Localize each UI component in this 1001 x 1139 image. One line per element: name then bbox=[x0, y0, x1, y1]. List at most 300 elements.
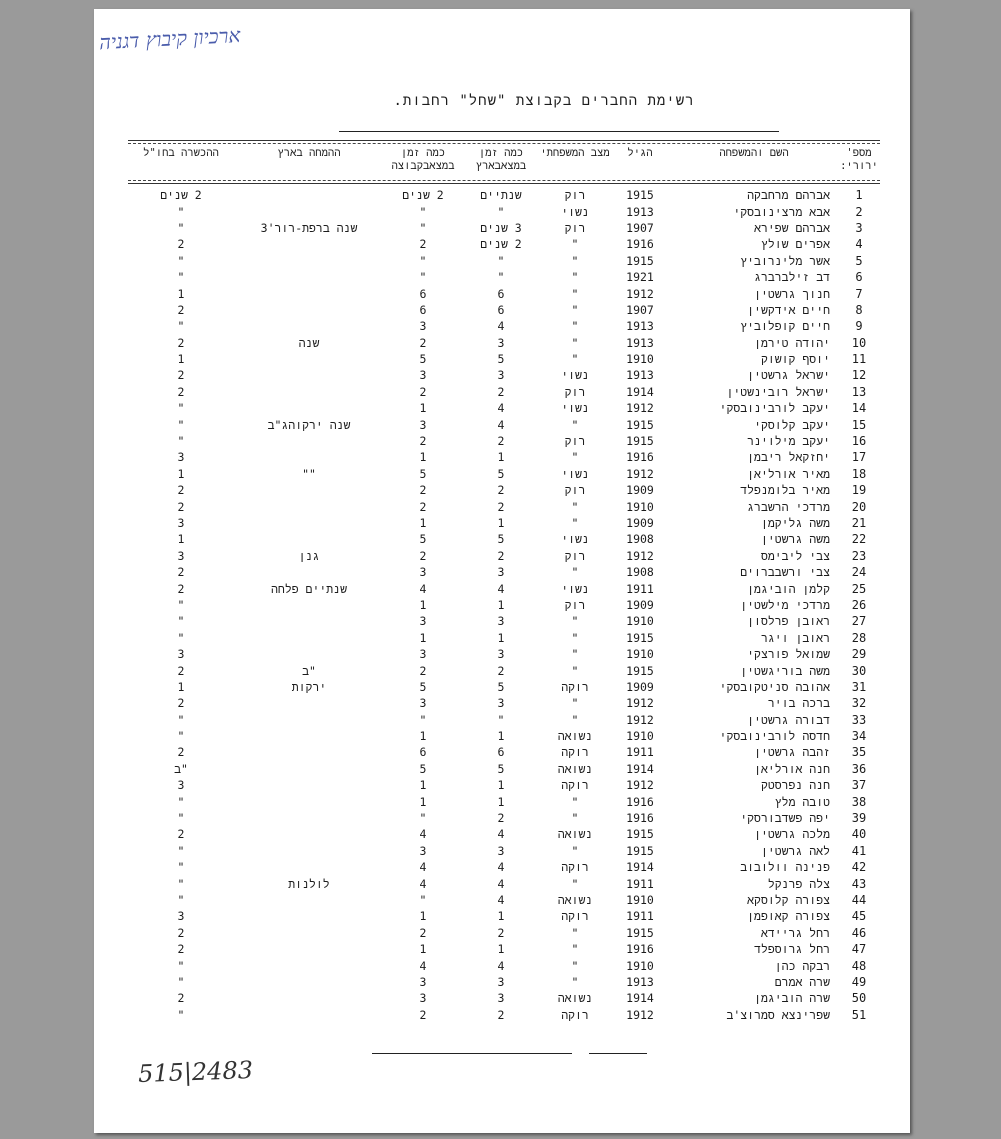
cell-year: 1914 bbox=[626, 384, 654, 399]
cell-num: 50 bbox=[851, 991, 867, 1006]
cell-num: 43 bbox=[851, 876, 867, 891]
cell-prev: " bbox=[177, 253, 185, 268]
cell-year: 1915 bbox=[626, 843, 654, 858]
cell-num: 31 bbox=[851, 679, 867, 694]
cell-prev: 2 bbox=[177, 827, 185, 842]
cell-num: 15 bbox=[851, 417, 867, 432]
cell-in-land: 5 bbox=[497, 466, 505, 481]
cell-status: " bbox=[571, 614, 579, 629]
table-row bbox=[128, 990, 880, 1006]
cell-in-land: 4 bbox=[497, 827, 505, 842]
cell-year: 1913 bbox=[626, 335, 654, 350]
cell-in-land: 3 bbox=[497, 335, 505, 350]
cell-in-group: 1 bbox=[419, 630, 427, 645]
table-row bbox=[128, 941, 880, 957]
cell-prev: 2 bbox=[177, 499, 185, 514]
cell-training bbox=[234, 793, 384, 809]
cell-in-group: 5 bbox=[419, 466, 427, 481]
cell-num: 7 bbox=[855, 286, 863, 301]
cell-training: שנה ברפת-רור'3 bbox=[260, 220, 358, 235]
cell-num: 49 bbox=[851, 974, 867, 989]
cell-status: " bbox=[571, 876, 579, 891]
cell-in-group: 1 bbox=[419, 516, 427, 530]
cell-in-land: 4 bbox=[497, 319, 505, 334]
cell-in-group: 3 bbox=[419, 991, 427, 1006]
cell-status: נשוי bbox=[561, 401, 589, 416]
cell-training bbox=[234, 826, 384, 842]
cell-status: רוקה bbox=[561, 679, 589, 694]
cell-status: " bbox=[571, 958, 579, 973]
cell-name: מרדכי מילשטין bbox=[740, 597, 830, 612]
cell-prev: 3 bbox=[177, 647, 185, 662]
cell-in-land: 5 bbox=[497, 761, 505, 776]
cell-in-land: 1 bbox=[497, 794, 505, 809]
cell-name: לאה גרשטין bbox=[760, 843, 830, 858]
cell-in-land: 5 bbox=[497, 679, 505, 694]
cell-name: יעקב מילוינר bbox=[747, 434, 830, 449]
cell-training bbox=[234, 908, 384, 924]
cell-prev: " bbox=[177, 401, 185, 416]
table-row bbox=[128, 957, 880, 973]
title-underline bbox=[339, 131, 779, 132]
cell-in-group: 2 bbox=[419, 548, 427, 563]
cell-num: 21 bbox=[851, 516, 867, 530]
cell-in-land: " bbox=[497, 270, 505, 285]
table-row bbox=[128, 187, 880, 203]
cell-prev: " bbox=[177, 630, 185, 645]
cell-in-group: 2 bbox=[419, 384, 427, 399]
cell-in-group: " bbox=[419, 253, 427, 268]
table-row bbox=[128, 335, 880, 351]
cell-status: " bbox=[571, 925, 579, 940]
cell-num: 22 bbox=[851, 532, 867, 547]
cell-training bbox=[234, 269, 384, 285]
cell-num: 27 bbox=[851, 614, 867, 629]
cell-prev: 1 bbox=[177, 679, 185, 694]
cell-num: 13 bbox=[851, 384, 867, 399]
cell-prev: " bbox=[177, 860, 185, 875]
cell-name: צפורה קלוסקא bbox=[747, 892, 830, 907]
cell-in-group: 3 bbox=[419, 647, 427, 662]
cell-status: " bbox=[571, 237, 579, 252]
cell-in-group: 5 bbox=[419, 679, 427, 694]
cell-in-group: 3 bbox=[419, 843, 427, 858]
table-header bbox=[128, 145, 880, 179]
cell-training: שנה bbox=[298, 335, 320, 350]
cell-num: 23 bbox=[851, 548, 867, 563]
cell-in-land: " bbox=[497, 204, 505, 219]
document-title: רשימת החברים בקבוצת "שחל" רחבות. bbox=[393, 93, 695, 109]
cell-status: " bbox=[571, 630, 579, 645]
members-table bbox=[128, 187, 880, 1023]
cell-name: חנוך גרשטין bbox=[754, 286, 830, 301]
cell-in-land: 3 bbox=[497, 565, 505, 580]
cell-in-land: 1 bbox=[497, 450, 505, 465]
cell-status: " bbox=[571, 450, 579, 465]
cell-in-group: 1 bbox=[419, 729, 427, 744]
cell-name: חנה אורליאן bbox=[754, 761, 830, 776]
cell-prev: 3 bbox=[177, 778, 185, 793]
table-row bbox=[128, 269, 880, 285]
cell-prev: " bbox=[177, 204, 185, 219]
cell-in-land: 1 bbox=[497, 597, 505, 612]
cell-prev: 2 bbox=[177, 483, 185, 498]
cell-name: יהודה טירמן bbox=[754, 335, 830, 350]
cell-name: ישראל רובינשטין bbox=[726, 384, 830, 399]
cell-prev: 2 bbox=[177, 745, 185, 760]
table-row bbox=[128, 433, 880, 449]
cell-num: 26 bbox=[851, 597, 867, 612]
cell-name: שרה הוביגמן bbox=[754, 991, 830, 1006]
cell-year: 1915 bbox=[626, 434, 654, 449]
header-year: הגיל bbox=[627, 147, 653, 159]
cell-status: " bbox=[571, 663, 579, 678]
cell-year: 1916 bbox=[626, 942, 654, 957]
cell-prev: 2 bbox=[177, 696, 185, 711]
table-row bbox=[128, 597, 880, 613]
table-row bbox=[128, 498, 880, 514]
cell-prev: 2 bbox=[177, 663, 185, 678]
cell-year: 1910 bbox=[626, 614, 654, 629]
cell-in-land: 4 bbox=[497, 958, 505, 973]
cell-status: רוקה bbox=[561, 778, 589, 793]
handwritten-archive-number: 515|2483 bbox=[137, 1056, 254, 1088]
members-table-body bbox=[128, 187, 880, 1023]
cell-in-land: 2 bbox=[497, 548, 505, 563]
cell-name: מאיר אורליאן bbox=[747, 466, 830, 481]
cell-status: נשואה bbox=[557, 991, 593, 1006]
cell-in-group: 3 bbox=[419, 319, 427, 334]
cell-year: 1915 bbox=[626, 663, 654, 678]
cell-in-land: 4 bbox=[497, 581, 505, 596]
table-row bbox=[128, 580, 880, 596]
cell-training bbox=[234, 285, 384, 301]
cell-num: 51 bbox=[851, 1007, 867, 1022]
cell-name: דבורה גרשטין bbox=[747, 712, 830, 727]
cell-in-group: 2 bbox=[419, 483, 427, 498]
cell-name: שפרינצא סמרוצ'ב bbox=[726, 1007, 830, 1022]
cell-name: פנינה וולובוב bbox=[740, 860, 830, 875]
cell-in-land: 1 bbox=[497, 778, 505, 793]
cell-prev: 3 bbox=[177, 450, 185, 465]
cell-year: 1910 bbox=[626, 352, 654, 367]
document-page bbox=[94, 9, 910, 1133]
header-bottom-rule bbox=[128, 183, 880, 184]
table-row bbox=[128, 318, 880, 334]
cell-training bbox=[234, 449, 384, 465]
table-row bbox=[128, 974, 880, 990]
table-row bbox=[128, 744, 880, 760]
cell-in-land: 1 bbox=[497, 942, 505, 957]
cell-in-group: 5 bbox=[419, 352, 427, 367]
header-training: ההמחה בארץ bbox=[277, 147, 341, 159]
cell-in-land: 5 bbox=[497, 532, 505, 547]
cell-training bbox=[234, 515, 384, 531]
cell-name: חיים קופלוביץ bbox=[740, 319, 830, 334]
table-row bbox=[128, 548, 880, 564]
cell-training: ירקות bbox=[291, 679, 327, 694]
cell-training bbox=[234, 957, 384, 973]
cell-year: 1915 bbox=[626, 827, 654, 842]
cell-in-land: 1 bbox=[497, 516, 505, 530]
cell-name: חיים אידקשין bbox=[747, 302, 830, 317]
cell-year: 1915 bbox=[626, 417, 654, 432]
cell-year: 1909 bbox=[626, 483, 654, 498]
cell-status: נשואה bbox=[557, 729, 593, 744]
cell-prev: " bbox=[177, 843, 185, 858]
cell-year: 1911 bbox=[626, 876, 654, 891]
header-in-land: כמה זמן במצאבארץ bbox=[475, 147, 527, 172]
cell-prev: 2 bbox=[177, 335, 185, 350]
cell-prev: " bbox=[177, 220, 185, 235]
cell-training bbox=[234, 925, 384, 941]
cell-prev: 2 bbox=[177, 991, 185, 1006]
cell-in-group: 2 bbox=[419, 434, 427, 449]
cell-status: " bbox=[571, 565, 579, 580]
table-row bbox=[128, 285, 880, 301]
cell-prev: 2 bbox=[177, 237, 185, 252]
cell-training: שנתיים פלחה bbox=[271, 581, 347, 596]
cell-num: 34 bbox=[851, 729, 867, 744]
cell-name: טובה מלץ bbox=[774, 794, 830, 809]
cell-in-group: 1 bbox=[419, 597, 427, 612]
cell-training bbox=[234, 597, 384, 613]
cell-in-group: 5 bbox=[419, 532, 427, 547]
cell-name: משה גרשטין bbox=[760, 532, 830, 547]
cell-training bbox=[234, 712, 384, 728]
cell-status: " bbox=[571, 942, 579, 957]
cell-in-group: 5 bbox=[419, 761, 427, 776]
table-row bbox=[128, 564, 880, 580]
header-top-rule bbox=[128, 140, 880, 141]
cell-prev: " bbox=[177, 729, 185, 744]
cell-in-land: 1 bbox=[497, 630, 505, 645]
cell-num: 48 bbox=[851, 958, 867, 973]
cell-year: 1912 bbox=[626, 548, 654, 563]
cell-status: נשואה bbox=[557, 761, 593, 776]
cell-in-land: 4 bbox=[497, 892, 505, 907]
cell-training bbox=[234, 974, 384, 990]
table-row bbox=[128, 236, 880, 252]
cell-in-group: 2 bbox=[419, 499, 427, 514]
cell-in-land: 1 bbox=[497, 729, 505, 744]
cell-status: " bbox=[571, 352, 579, 367]
cell-name: יפה פשדבורסקי bbox=[740, 811, 830, 826]
cell-year: 1911 bbox=[626, 745, 654, 760]
cell-training: לולנות bbox=[288, 876, 330, 891]
cell-prev: " bbox=[177, 712, 185, 727]
cell-year: 1912 bbox=[626, 696, 654, 711]
cell-status: " bbox=[571, 712, 579, 727]
cell-in-land: 2 bbox=[497, 925, 505, 940]
cell-in-group: " bbox=[419, 270, 427, 285]
cell-prev: " bbox=[177, 319, 185, 334]
cell-training: גנן bbox=[298, 548, 320, 563]
table-row bbox=[128, 925, 880, 941]
cell-in-group: 1 bbox=[419, 942, 427, 957]
cell-year: 1910 bbox=[626, 958, 654, 973]
cell-training bbox=[234, 990, 384, 1006]
cell-training bbox=[234, 236, 384, 252]
cell-year: 1914 bbox=[626, 761, 654, 776]
cell-num: 29 bbox=[851, 647, 867, 662]
cell-in-group: 6 bbox=[419, 302, 427, 317]
cell-in-land: 6 bbox=[497, 302, 505, 317]
cell-prev: 3 bbox=[177, 909, 185, 924]
cell-in-group: 1 bbox=[419, 401, 427, 416]
cell-prev: 2 bbox=[177, 368, 185, 383]
cell-training bbox=[234, 531, 384, 547]
cell-year: 1914 bbox=[626, 860, 654, 875]
cell-status: רוק bbox=[564, 597, 586, 612]
cell-name: דב זילברברג bbox=[754, 270, 830, 285]
table-row bbox=[128, 728, 880, 744]
header-num: מספ' ירורי: bbox=[840, 147, 878, 172]
cell-num: 4 bbox=[855, 237, 863, 252]
cell-status: " bbox=[571, 253, 579, 268]
cell-status: רוק bbox=[564, 483, 586, 498]
cell-prev: 1 bbox=[177, 466, 185, 481]
cell-num: 18 bbox=[851, 466, 867, 481]
cell-in-land: 2 bbox=[497, 434, 505, 449]
cell-name: ראובן פרלסון bbox=[747, 614, 830, 629]
cell-in-land: 4 bbox=[497, 401, 505, 416]
cell-num: 1 bbox=[855, 188, 863, 203]
cell-in-land: 2 bbox=[497, 483, 505, 498]
cell-prev: " bbox=[177, 876, 185, 891]
table-row bbox=[128, 826, 880, 842]
cell-training bbox=[234, 695, 384, 711]
cell-num: 25 bbox=[851, 581, 867, 596]
cell-name: שרה אמרם bbox=[774, 974, 830, 989]
cell-training bbox=[234, 761, 384, 777]
cell-training bbox=[234, 203, 384, 219]
cell-year: 1912 bbox=[626, 1007, 654, 1022]
cell-year: 1908 bbox=[626, 532, 654, 547]
cell-year: 1915 bbox=[626, 188, 654, 203]
cell-training: "ב bbox=[302, 663, 316, 678]
cell-training bbox=[234, 433, 384, 449]
cell-name: חדסה לורבינובסקי bbox=[719, 729, 830, 744]
cell-name: אברהם שפירא bbox=[754, 220, 830, 235]
cell-num: 11 bbox=[851, 352, 867, 367]
cell-prev: 1 bbox=[177, 286, 185, 301]
cell-num: 24 bbox=[851, 565, 867, 580]
cell-year: 1916 bbox=[626, 811, 654, 826]
cell-name: מלכה גרשטין bbox=[754, 827, 830, 842]
cell-status: רוקה bbox=[561, 860, 589, 875]
cell-prev: "ב bbox=[174, 761, 188, 776]
cell-status: " bbox=[571, 516, 579, 530]
cell-status: " bbox=[571, 843, 579, 858]
cell-training bbox=[234, 351, 384, 367]
table-row bbox=[128, 712, 880, 728]
cell-training bbox=[234, 253, 384, 269]
cell-training bbox=[234, 777, 384, 793]
cell-num: 6 bbox=[855, 270, 863, 285]
header-name: השם והמשפחה bbox=[719, 147, 789, 159]
cell-status: נשואה bbox=[557, 827, 593, 842]
table-row bbox=[128, 793, 880, 809]
cell-in-land: 3 bbox=[497, 368, 505, 383]
cell-num: 44 bbox=[851, 892, 867, 907]
cell-year: 1911 bbox=[626, 581, 654, 596]
table-row bbox=[128, 810, 880, 826]
cell-in-land: 2 bbox=[497, 663, 505, 678]
cell-year: 1915 bbox=[626, 925, 654, 940]
cell-training: "" bbox=[302, 466, 316, 481]
cell-in-land: 3 bbox=[497, 614, 505, 629]
cell-in-land: שנתיים bbox=[480, 188, 522, 203]
cell-in-land: 6 bbox=[497, 745, 505, 760]
cell-training bbox=[234, 843, 384, 859]
header-status: מצב המשפחתי bbox=[540, 147, 610, 159]
cell-prev: " bbox=[177, 434, 185, 449]
cell-name: רבקה כהן bbox=[774, 958, 830, 973]
cell-year: 1916 bbox=[626, 450, 654, 465]
table-row bbox=[128, 679, 880, 695]
table-row bbox=[128, 466, 880, 482]
cell-num: 30 bbox=[851, 663, 867, 678]
cell-num: 39 bbox=[851, 811, 867, 826]
cell-year: 1909 bbox=[626, 679, 654, 694]
cell-year: 1910 bbox=[626, 729, 654, 744]
cell-name: קלמן הוביגמן bbox=[747, 581, 830, 596]
cell-name: צפורה קאופמן bbox=[747, 909, 830, 924]
cell-prev: " bbox=[177, 614, 185, 629]
table-row bbox=[128, 908, 880, 924]
cell-name: צבי ורשבברוים bbox=[740, 565, 830, 580]
cell-status: רוק bbox=[564, 188, 586, 203]
cell-name: יוסף קושוק bbox=[760, 352, 830, 367]
cell-prev: 1 bbox=[177, 532, 185, 547]
cell-in-land: 2 bbox=[497, 1007, 505, 1022]
cell-num: 16 bbox=[851, 434, 867, 449]
cell-name: מרדכי הרשברג bbox=[747, 499, 830, 514]
cell-in-group: 3 bbox=[419, 614, 427, 629]
cell-prev: 1 bbox=[177, 352, 185, 367]
cell-status: " bbox=[571, 499, 579, 514]
cell-training bbox=[234, 482, 384, 498]
cell-in-group: 4 bbox=[419, 827, 427, 842]
cell-prev: " bbox=[177, 811, 185, 826]
cell-status: " bbox=[571, 417, 579, 432]
cell-in-land: 2 שנים bbox=[480, 237, 522, 252]
cell-status: נשוי bbox=[561, 368, 589, 383]
cell-training bbox=[234, 384, 384, 400]
cell-name: שמואל פורצקי bbox=[747, 647, 830, 662]
cell-status: נשואה bbox=[557, 892, 593, 907]
cell-name: חנה נפרסטק bbox=[760, 778, 830, 793]
cell-status: " bbox=[571, 811, 579, 826]
cell-prev: " bbox=[177, 794, 185, 809]
cell-num: 33 bbox=[851, 712, 867, 727]
cell-in-group: 4 bbox=[419, 958, 427, 973]
cell-in-land: 2 bbox=[497, 811, 505, 826]
cell-name: אברהם מרחבקה bbox=[747, 188, 830, 203]
cell-in-group: " bbox=[419, 712, 427, 727]
cell-in-land: 3 bbox=[497, 974, 505, 989]
cell-in-group: 4 bbox=[419, 860, 427, 875]
cell-num: 17 bbox=[851, 450, 867, 465]
cell-prev: 2 bbox=[177, 302, 185, 317]
cell-in-land: 5 bbox=[497, 352, 505, 367]
cell-num: 14 bbox=[851, 401, 867, 416]
cell-training bbox=[234, 810, 384, 826]
cell-in-group: 3 bbox=[419, 368, 427, 383]
cell-prev: 2 bbox=[177, 942, 185, 957]
cell-status: רוק bbox=[564, 434, 586, 449]
